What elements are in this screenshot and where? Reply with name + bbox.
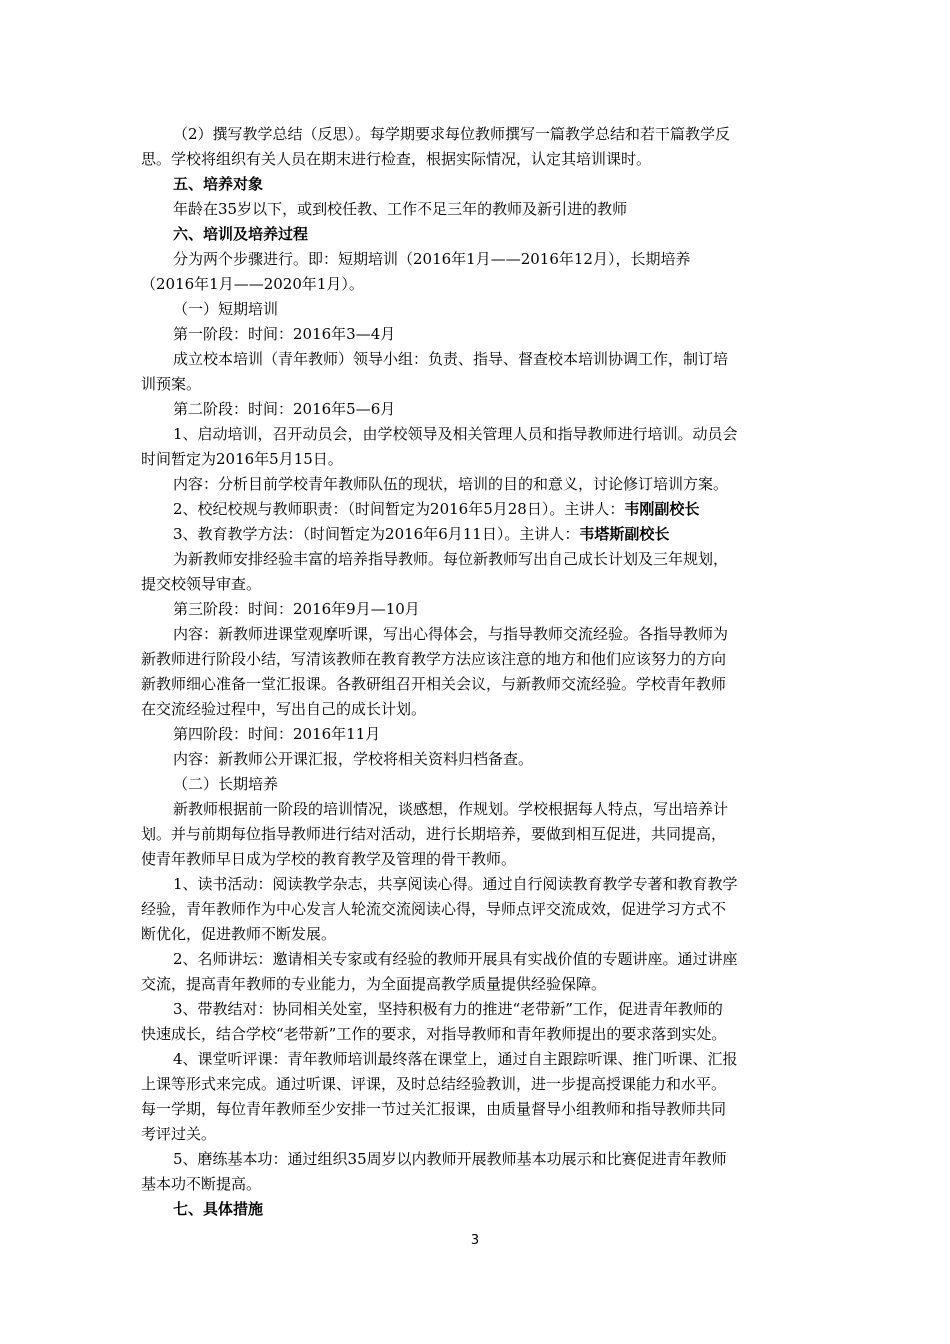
line-text: 年龄在35岁以下，或到校任教、工作不足三年的教师及新引进的教师 bbox=[173, 200, 628, 218]
line-text: 经验，青年教师作为中心发言人轮流交流阅读心得，导师点评交流成效，促进学习方式不 bbox=[141, 900, 727, 918]
paragraph-line bbox=[141, 572, 809, 597]
paragraph-line bbox=[141, 297, 809, 322]
line-text: 第一阶段：时间：2016年3—4月 bbox=[173, 325, 396, 343]
paragraph-line bbox=[141, 472, 809, 497]
paragraph-line bbox=[141, 772, 809, 797]
speaker-name: 韦塔斯副校长 bbox=[579, 525, 670, 543]
paragraph-line bbox=[141, 1072, 809, 1097]
paragraph-line bbox=[141, 847, 809, 872]
paragraph-line bbox=[141, 147, 809, 172]
line-text: 提交校领导审查。 bbox=[141, 575, 262, 593]
line-text: 新教师根据前一阶段的培训情况，谈感想，作规划。学校根据每人特点，写出培养计 bbox=[173, 800, 729, 818]
paragraph-line bbox=[141, 1172, 809, 1197]
line-text: 思。学校将组织有关人员在期末进行检查，根据实际情况，认定其培训课时。 bbox=[141, 150, 652, 168]
paragraph-line bbox=[141, 1122, 809, 1147]
paragraph-line bbox=[141, 1022, 809, 1047]
line-text: 第三阶段：时间：2016年9月—10月 bbox=[173, 600, 420, 618]
paragraph-line bbox=[141, 697, 809, 722]
line-text: 七、具体措施 bbox=[173, 1200, 264, 1218]
line-text: 3、教育教学方法：（时间暂定为2016年6月11日）。主讲人： bbox=[173, 525, 580, 543]
line-text: 分为两个步骤进行。即：短期培训（2016年1月——2016年12月），长期培养 bbox=[173, 250, 691, 268]
paragraph-line bbox=[141, 547, 809, 572]
line-text: （2）撰写教学总结（反思）。每学期要求每位教师撰写一篇教学总结和若干篇教学反 bbox=[173, 125, 731, 143]
paragraph-line bbox=[141, 747, 809, 772]
paragraph-line bbox=[141, 597, 809, 622]
line-text: 快速成长，结合学校“老带新”工作的要求，对指导教师和青年教师提出的要求落到实处。 bbox=[141, 1025, 727, 1043]
line-text: 内容：分析目前学校青年教师队伍的现状，培训的目的和意义，讨论修订培训方案。 bbox=[173, 475, 729, 493]
paragraph-line bbox=[141, 947, 809, 972]
paragraph-line bbox=[141, 522, 809, 547]
line-text: 新教师细心准备一堂汇报课。各教研组召开相关会议，与新教师交流经验。学校青年教师 bbox=[141, 675, 727, 693]
line-text: 1、读书活动：阅读教学杂志，共享阅读心得。通过自行阅读教育教学专著和教育教学 bbox=[173, 875, 738, 893]
paragraph-line bbox=[141, 797, 809, 822]
line-text: 每一学期，每位青年教师至少安排一节过关汇报课，由质量督导小组教师和指导教师共同 bbox=[141, 1100, 727, 1118]
document-body bbox=[141, 122, 809, 1222]
paragraph-line bbox=[141, 247, 809, 272]
paragraph-line bbox=[141, 1147, 809, 1172]
section-heading bbox=[141, 1197, 809, 1222]
line-text: 五、培养对象 bbox=[173, 175, 264, 193]
line-text: 第四阶段：时间：2016年11月 bbox=[173, 725, 381, 743]
paragraph-line bbox=[141, 872, 809, 897]
paragraph-line bbox=[141, 722, 809, 747]
line-text: 考评过关。 bbox=[141, 1125, 217, 1143]
section-heading bbox=[141, 172, 809, 197]
line-text: 3、带教结对：协同相关处室，坚持积极有力的推进“老带新”工作，促进青年教师的 bbox=[173, 1000, 723, 1018]
paragraph-line bbox=[141, 622, 809, 647]
line-text: 成立校本培训（青年教师）领导小组：负责、指导、督查校本培训协调工作，制订培 bbox=[173, 350, 729, 368]
paragraph-line bbox=[141, 122, 809, 147]
line-text: 新教师进行阶段小结，写清该教师在教育教学方法应该注意的地方和他们应该努力的方向 bbox=[141, 650, 727, 668]
paragraph-line bbox=[141, 672, 809, 697]
line-text: （一）短期培训 bbox=[173, 300, 279, 318]
paragraph-line bbox=[141, 197, 809, 222]
line-text: 5、磨练基本功：通过组织35周岁以内教师开展教师基本功展示和比赛促进青年教师 bbox=[173, 1150, 727, 1168]
paragraph-line bbox=[141, 272, 809, 297]
paragraph-line bbox=[141, 1097, 809, 1122]
line-text: 4、课堂听评课：青年教师培训最终落在课堂上，通过自主跟踪听课、推门听课、汇报 bbox=[173, 1050, 738, 1068]
line-text: 在交流经验过程中，写出自己的成长计划。 bbox=[141, 700, 427, 718]
paragraph-line bbox=[141, 447, 809, 472]
paragraph-line bbox=[141, 997, 809, 1022]
paragraph-line bbox=[141, 972, 809, 997]
line-text: 1、启动培训，召开动员会，由学校领导及相关管理人员和指导教师进行培训。动员会 bbox=[173, 425, 738, 443]
line-text: 训预案。 bbox=[141, 375, 202, 393]
line-text: （2016年1月——2020年1月）。 bbox=[141, 275, 364, 293]
paragraph-line bbox=[141, 897, 809, 922]
paragraph-line bbox=[141, 922, 809, 947]
line-text: 断优化，促进教师不断发展。 bbox=[141, 925, 337, 943]
paragraph-line bbox=[141, 822, 809, 847]
line-text: 时间暂定为2016年5月15日。 bbox=[141, 450, 343, 468]
line-text: 基本功不断提高。 bbox=[141, 1175, 262, 1193]
line-text: 划。并与前期每位指导教师进行结对活动，进行长期培养，要做到相互促进，共同提高， bbox=[141, 825, 727, 843]
speaker-name: 韦刚副校长 bbox=[624, 500, 700, 518]
paragraph-line bbox=[141, 397, 809, 422]
line-text: 上课等形式来完成。通过听课、评课，及时总结经验教训，进一步提高授课能力和水平。 bbox=[141, 1075, 727, 1093]
line-text: 使青年教师早日成为学校的教育教学及管理的骨干教师。 bbox=[141, 850, 517, 868]
line-text: 2、名师讲坛：邀请相关专家或有经验的教师开展具有实战价值的专题讲座。通过讲座 bbox=[173, 950, 738, 968]
line-text: 为新教师安排经验丰富的培养指导教师。每位新教师写出自己成长计划及三年规划， bbox=[173, 550, 729, 568]
paragraph-line bbox=[141, 372, 809, 397]
line-text: （二）长期培养 bbox=[173, 775, 279, 793]
paragraph-line bbox=[141, 497, 809, 522]
line-text: 内容：新教师进课堂观摩听课，写出心得体会，与指导教师交流经验。各指导教师为 bbox=[173, 625, 729, 643]
line-text: 六、培训及培养过程 bbox=[173, 225, 309, 243]
line-text: 交流，提高青年教师的专业能力，为全面提高教学质量提供经验保障。 bbox=[141, 975, 607, 993]
paragraph-line bbox=[141, 647, 809, 672]
paragraph-line bbox=[141, 1047, 809, 1072]
line-text: 2、校纪校规与教师职责：（时间暂定为2016年5月28日）。主讲人： bbox=[173, 500, 625, 518]
paragraph-line bbox=[141, 347, 809, 372]
section-heading bbox=[141, 222, 809, 247]
page-number: 3 bbox=[470, 1233, 480, 1248]
paragraph-line bbox=[141, 422, 809, 447]
line-text: 内容：新教师公开课汇报，学校将相关资料归档备查。 bbox=[173, 750, 534, 768]
paragraph-line bbox=[141, 322, 809, 347]
line-text: 第二阶段：时间：2016年5—6月 bbox=[173, 400, 396, 418]
